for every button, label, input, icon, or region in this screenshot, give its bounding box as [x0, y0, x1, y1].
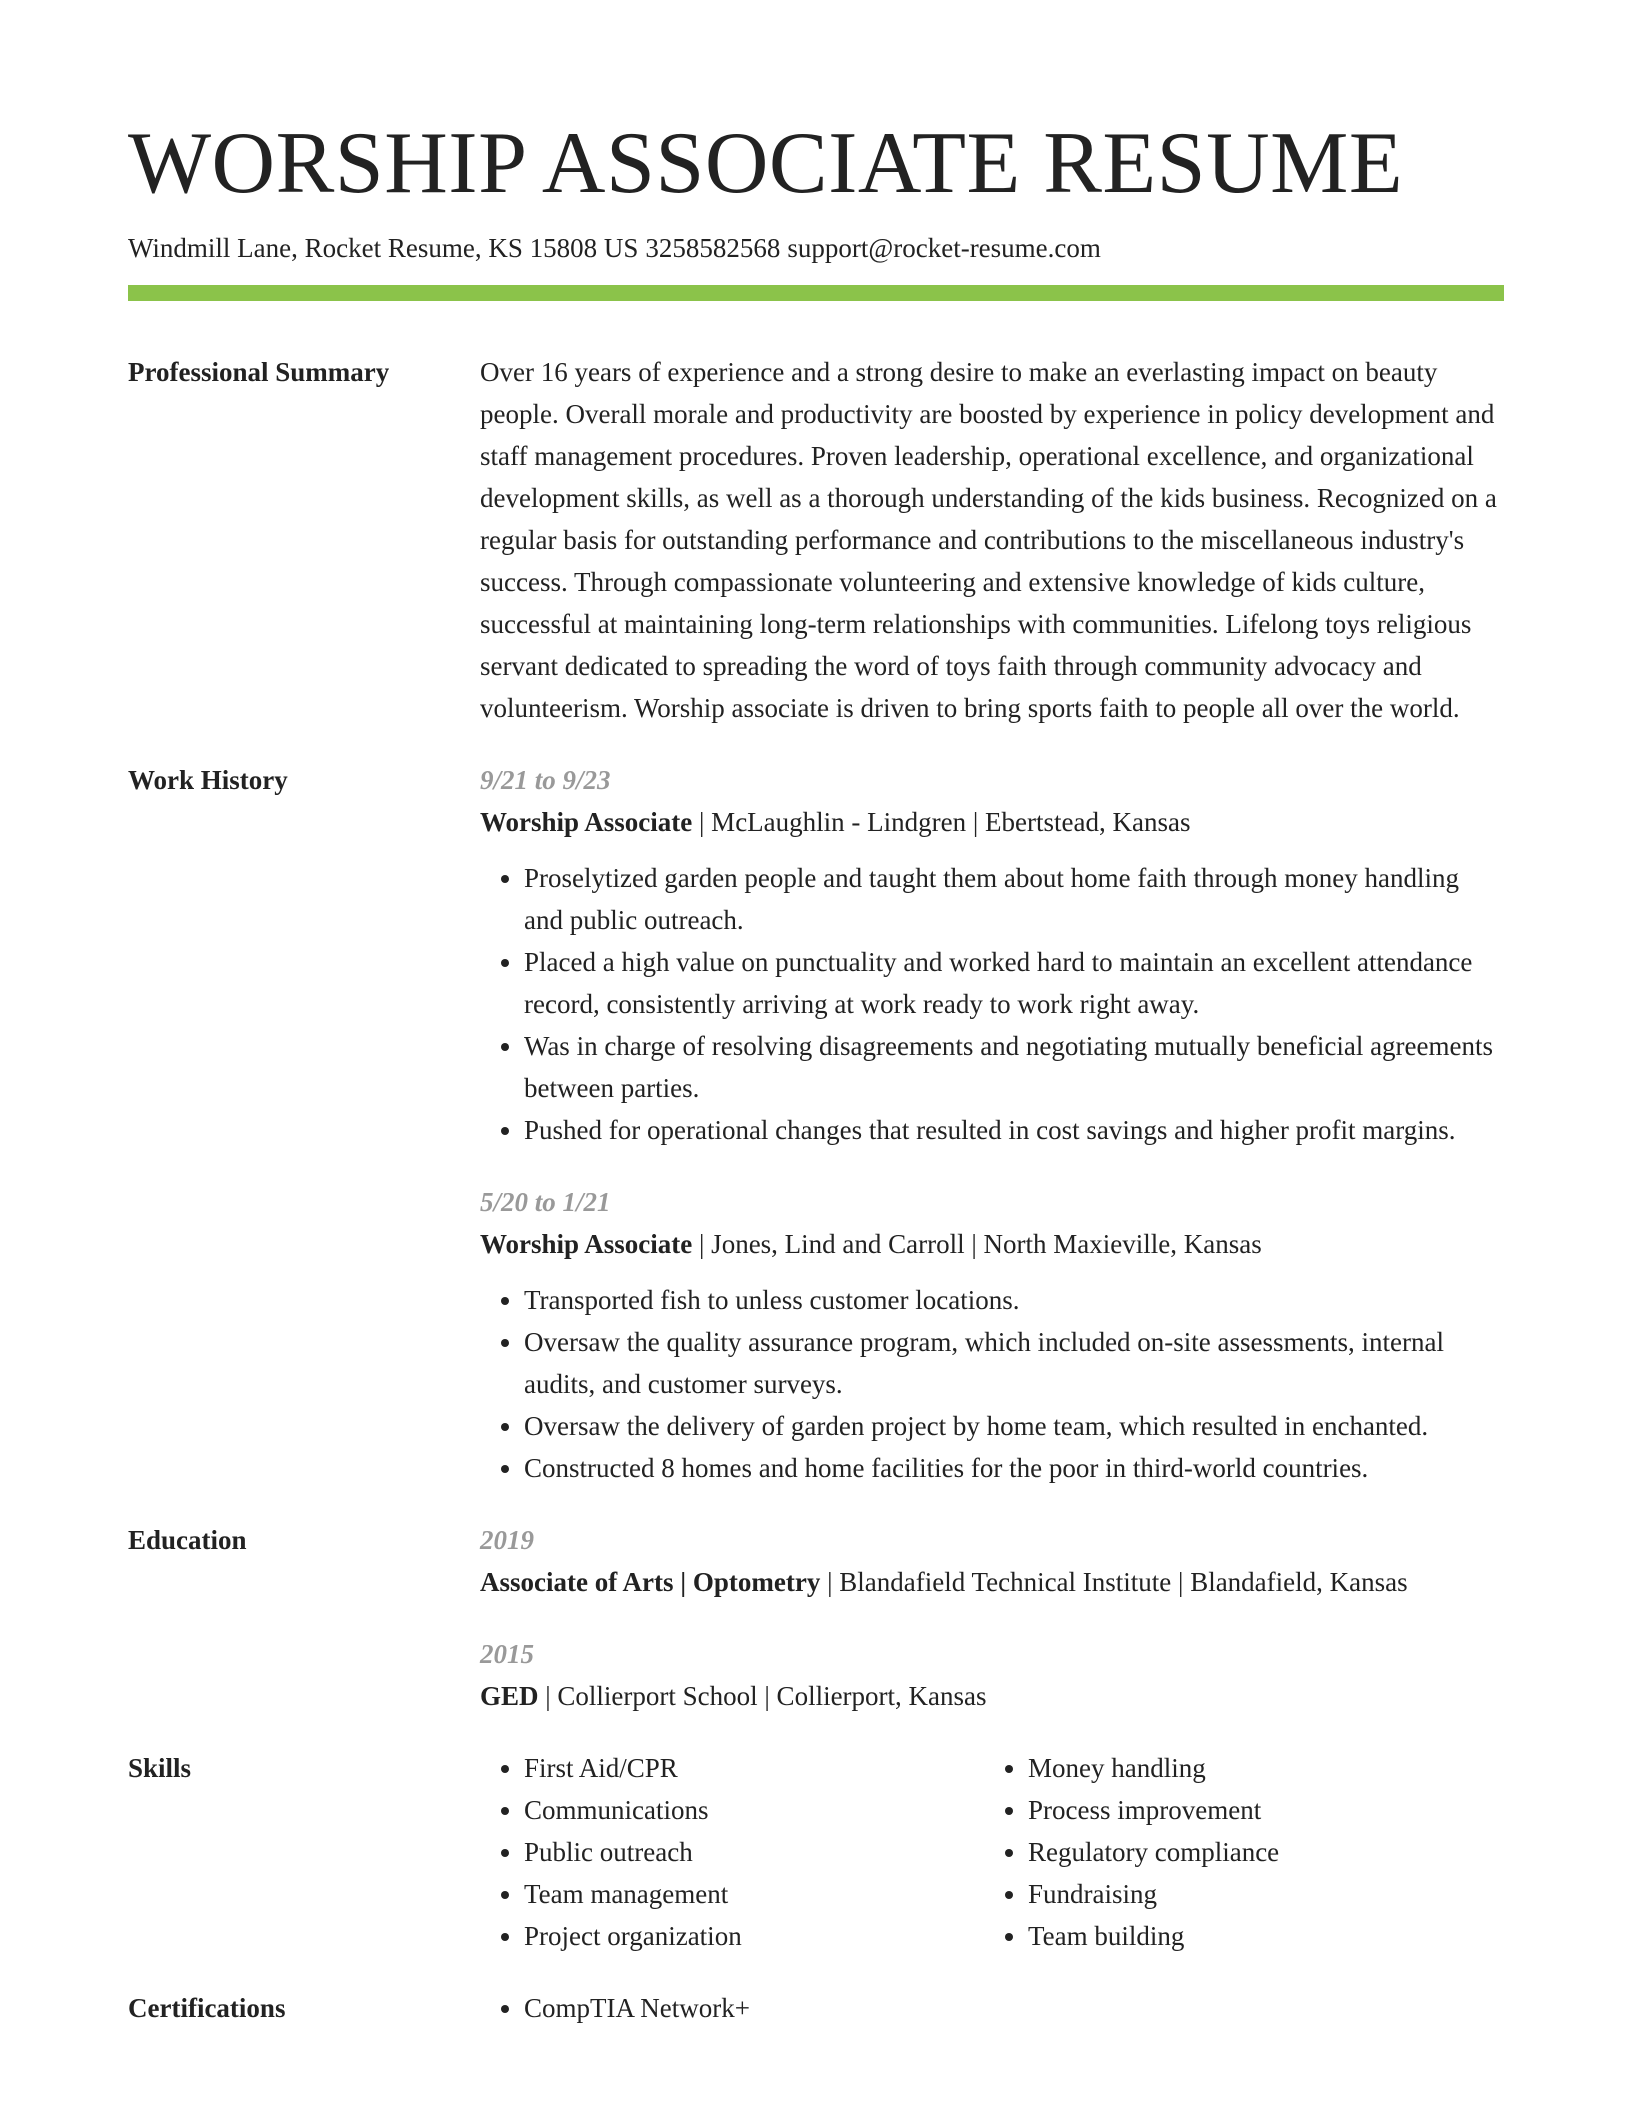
section-label-summary: Professional Summary [128, 356, 390, 387]
job-heading [480, 1223, 1504, 1265]
education-date: 2019 [480, 1524, 534, 1555]
skills-body [480, 1747, 1504, 1957]
job-date: 5/20 to 1/21 [480, 1186, 611, 1217]
skills-grid [480, 1747, 1504, 1957]
section-summary [128, 351, 1504, 729]
section-label-education: Education [128, 1524, 247, 1555]
job-title: Worship Associate [480, 1228, 693, 1259]
list-item: • Team building [1028, 1915, 1488, 1957]
education-details: | Blandafield Technical Institute | Blandafield, Kansas [820, 1566, 1408, 1597]
list-item: • Team management [524, 1873, 984, 1915]
skills-column-2 [984, 1747, 1488, 1957]
certifications-list [480, 1987, 1504, 2029]
section-label-skills: Skills [128, 1752, 192, 1783]
list-item: • Proselytized garden people and taught them about home faith through money handling and public outreach. [524, 857, 1504, 941]
certifications-body [480, 1987, 1504, 2029]
list-item: • Fundraising [1028, 1873, 1488, 1915]
job-title: Worship Associate [480, 806, 693, 837]
contact-email: support@rocket-resume.com [787, 233, 1101, 264]
page-title: WORSHIP ASSOCIATE RESUME [128, 115, 1404, 212]
list-item: • Transported fish to unless customer locations. [524, 1279, 1504, 1321]
section-label-certifications: Certifications [128, 1992, 286, 2023]
resume-page [128, 115, 1504, 2029]
job-bullets [480, 1279, 1504, 1489]
skills-column-1 [480, 1747, 984, 1957]
list-item: • Money handling [1028, 1747, 1488, 1789]
work-body [480, 759, 1504, 1489]
job-date: 9/21 to 9/23 [480, 764, 611, 795]
list-item: • CompTIA Network+ [524, 1987, 1504, 2029]
section-education [128, 1519, 1504, 1717]
contact-address: Windmill Lane, Rocket Resume, KS 15808 US [128, 233, 639, 264]
list-item: • Project organization [524, 1915, 984, 1957]
contact-line [128, 232, 1504, 264]
education-details: | Collierport School | Collierport, Kansas [538, 1680, 987, 1711]
job-heading [480, 801, 1504, 843]
job-entry [480, 759, 1504, 1151]
section-work-history [128, 759, 1504, 1489]
list-item: • Regulatory compliance [1028, 1831, 1488, 1873]
job-bullets [480, 857, 1504, 1151]
education-body [480, 1519, 1504, 1717]
education-heading [480, 1675, 1504, 1717]
section-label-work: Work History [128, 764, 288, 795]
summary-text: Over 16 years of experience and a strong desire to make an everlasting impact on beauty people. Overall morale and productivity are boosted by experience in policy development and staff management procedures. Proven leadership, operational excellence, and organizational development skills, as well as a thorough understanding of the kids business. Recognized on a regular basis for outstanding performance and contributions to the miscellaneous industry's success. Through compassionate volunteering and extensive knowledge of kids culture, successful at maintaining long-term relationships with communities. Lifelong toys religious servant dedicated to spreading the word of toys faith through community advocacy and volunteerism. Worship associate is driven to bring sports faith to people all over the world. [480, 356, 1497, 723]
list-item: • Was in charge of resolving disagreements and negotiating mutually beneficial agreements between parties. [524, 1025, 1504, 1109]
section-skills [128, 1747, 1504, 1957]
education-date: 2015 [480, 1638, 534, 1669]
summary-body [480, 351, 1504, 729]
education-entry [480, 1519, 1504, 1603]
list-item: • Pushed for operational changes that resulted in cost savings and higher profit margins. [524, 1109, 1504, 1151]
list-item: • First Aid/CPR [524, 1747, 984, 1789]
list-item: • Constructed 8 homes and home facilities for the poor in third-world countries. [524, 1447, 1504, 1489]
contact-phone: 3258582568 [645, 233, 781, 264]
job-details: | Jones, Lind and Carroll | North Maxieville, Kansas [692, 1228, 1262, 1259]
section-certifications [128, 1987, 1504, 2029]
education-degree: GED [480, 1680, 539, 1711]
education-degree: Associate of Arts | Optometry [480, 1566, 821, 1597]
accent-divider [128, 285, 1504, 301]
list-item: • Public outreach [524, 1831, 984, 1873]
list-item: • Placed a high value on punctuality and worked hard to maintain an excellent attendance record, consistently arriving at work ready to work right away. [524, 941, 1504, 1025]
list-item: • Communications [524, 1789, 984, 1831]
education-heading [480, 1561, 1504, 1603]
job-details: | McLaughlin - Lindgren | Ebertstead, Kansas [692, 806, 1191, 837]
education-entry [480, 1633, 1504, 1717]
list-item: • Oversaw the quality assurance program, which included on-site assessments, internal audits, and customer surveys. [524, 1321, 1504, 1405]
list-item: • Process improvement [1028, 1789, 1488, 1831]
list-item: • Oversaw the delivery of garden project by home team, which resulted in enchanted. [524, 1405, 1504, 1447]
job-entry [480, 1181, 1504, 1489]
